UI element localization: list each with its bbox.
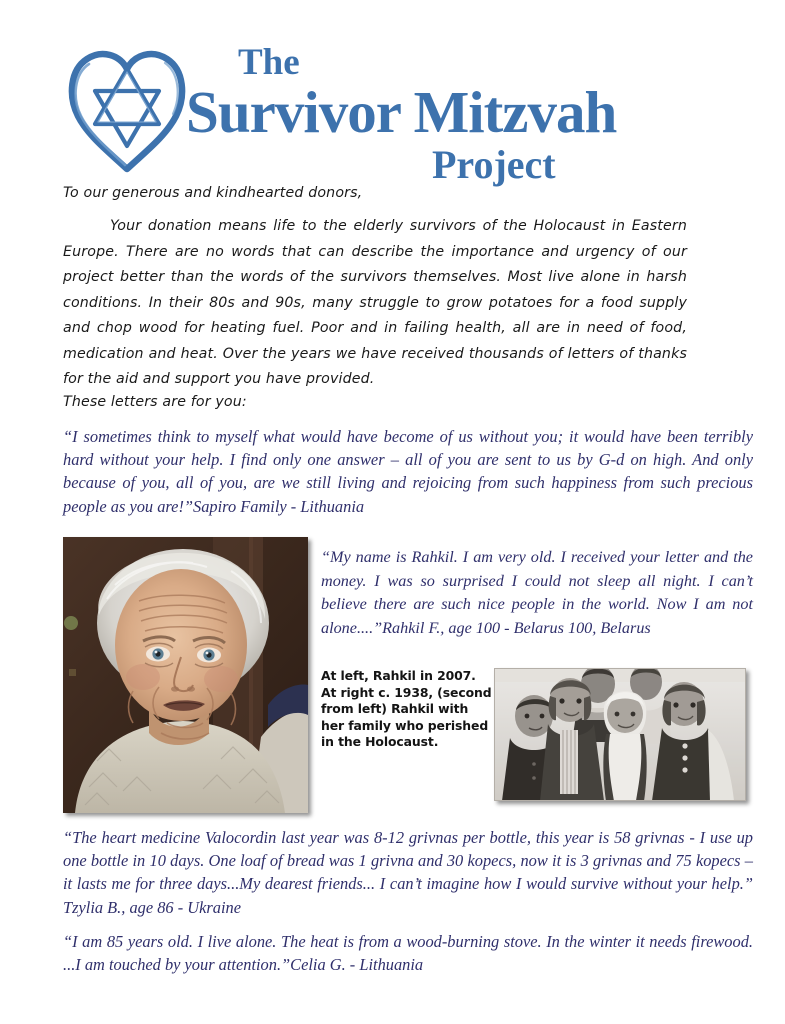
rahkil-portrait-photo xyxy=(63,537,308,813)
letterhead-header xyxy=(0,0,785,187)
salutation: To our generous and kindhearted donors, xyxy=(63,185,363,201)
testimonial-sapiro: “I sometimes think to myself what would have become of us without you; it would have been terribly hard without your help. I find only one answer – all of you are sent to us by G-d on high. And only because of you, all of you, are we still living and rejoicing from such happiness from such precious people as you are!”Sapiro Family - Lithuania xyxy=(63,427,753,516)
photo-caption: At left, Rahkil in 2007. At right c. 1938, (second from left) Rahkil with her family who perished in the Holocaust. xyxy=(321,668,492,750)
brand-wordmark xyxy=(186,44,746,186)
letters-lead-in: These letters are for you: xyxy=(63,394,247,410)
rahkil-family-photo xyxy=(494,668,746,801)
heart-star-of-david-icon xyxy=(66,36,188,176)
wordmark-line-project: Project xyxy=(432,142,556,187)
intro-paragraph: Your donation means life to the elderly survivors of the Holocaust in Eastern Europe. There are no words that can describe the importance and urgency of our project better than the words of the survivors themselves. Most live alone in harsh conditions. In their 80s and 90s, many struggle to grow potatoes for a food supply and chop wood for heating fuel. Poor and in failing health, all are in need of food, medication and heat. Over the years we have received thousands of letters of thanks for the aid and support you have provided. xyxy=(63,218,687,387)
wordmark-line-the: The xyxy=(238,42,300,83)
testimonial-rahkil: “My name is Rahkil. I am very old. I received your letter and the money. I was so surprised I could not sleep all night. I can’t believe there are such nice people in the world. Now I am not alone....”Rahkil F., age 100 - Belarus 100, Belarus xyxy=(321,548,753,637)
testimonial-tzylia: “The heart medicine Valocordin last year was 8-12 grivnas per bottle, this year is 58 grivnas - I use up one bottle in 10 days. One loaf of bread was 1 grivna and 30 kopecs, now it is 3 grivnas and 75 kopecs –it lasts me for three days...My dearest friends... I can’t imagine how I would survive without your help.” Tzylia B., age 86 - Ukraine xyxy=(63,828,753,917)
wordmark-line-survivor-mitzvah: Survivor Mitzvah xyxy=(186,79,617,145)
testimonial-celia: “I am 85 years old. I live alone. The heat is from a wood-burning stove. In the winter it needs firewood. ...I am touched by your attention.”Celia G. - Lithuania xyxy=(63,932,753,975)
